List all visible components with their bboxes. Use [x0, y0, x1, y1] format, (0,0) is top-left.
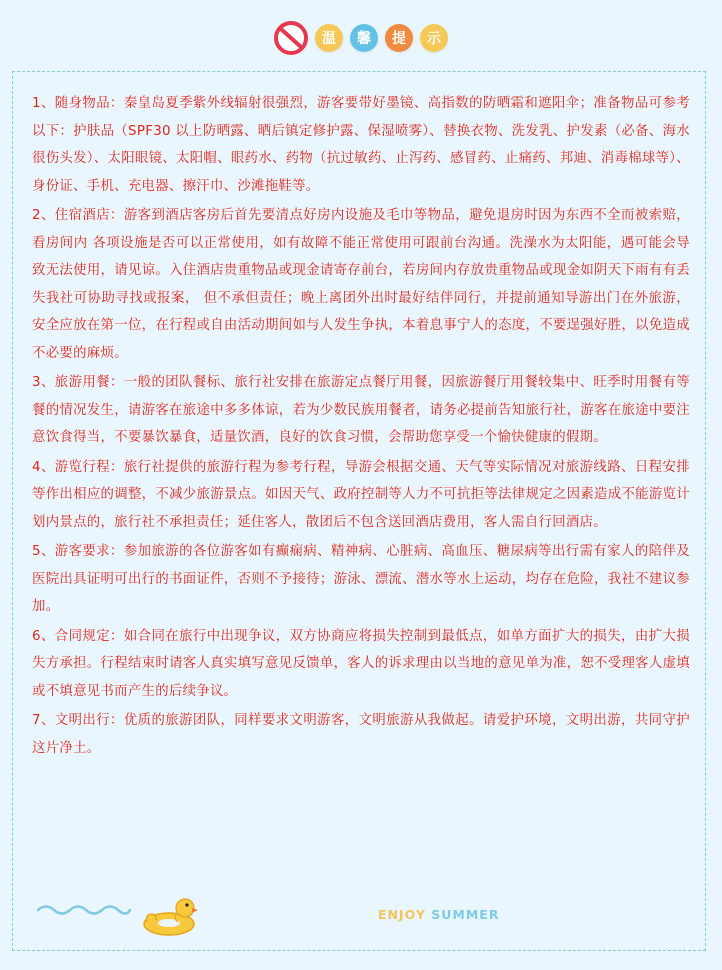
notice-content: [32, 90, 690, 764]
section-itinerary: 4、游览行程：旅行社提供的旅游行程为参考行程，导游会根据交通、天气等实际情况对旅游线路、日程安排等作出相应的调整，不减少旅游景点。如因天气、政府控制等人力不可抗拒等法律规定之因素造成不能游览计划内景点的，旅行社不承担责任；延住客人，散团后不包含送回酒店费用，客人需自行回酒店。: [32, 459, 690, 530]
section-hotel: 2、住宿酒店：游客到酒店客房后首先要清点好房内设施及毛巾等物品，避免退房时因为东西不全而被索赔，看房间内 各项设施是否可以正常使用，如有故障不能正常使用可跟前台沟通。洗澡水为太阳能，遇可能会导致无法使用，请见谅。入住酒店贵重物品或现金请寄存前台，若房间内存放贵重物品或现金如阴天下雨有有丢失我社可协助寻找或报案， 但不承但责任；晚上离团外出时最好结伴同行，并提前通知导游出门在外旅游，安全应放在第一位，在行程或自由活动期间如与人发生争执，本着息事宁人的态度，不要逞强好胜，以免造成不必要的麻烦。: [32, 208, 690, 361]
section-requirements: 5、游客要求：参加旅游的各位游客如有癫痫病、精神病、心脏病、高血压、糖尿病等出行需有家人的陪伴及医院出具证明可出行的书面证件，否则不予接待；游泳、漂流、潜水等水上运动，均存在危险，我社不建议参加。: [32, 544, 690, 614]
section-meals: 3、旅游用餐：一般的团队餐标、旅行社安排在旅游定点餐厅用餐，因旅游餐厅用餐较集中、旺季时用餐有等餐的情况发生，请游客在旅途中多多体谅，若为少数民族用餐者，请务必提前告知旅行社，游客在旅途中要注意饮食得当，不要暴饮暴食，适量饮酒，良好的饮食习惯，会帮助您享受一个愉快健康的假期。: [32, 375, 690, 445]
enjoy-word: ENJOY: [378, 907, 426, 922]
header-char: 温: [315, 24, 343, 52]
enjoy-summer-text: [378, 907, 499, 922]
duck-float-icon: [142, 892, 198, 938]
header-char: 提: [385, 24, 413, 52]
header-title: [0, 20, 722, 56]
header-char: 馨: [350, 24, 378, 52]
section-items: 1、随身物品：秦皇岛夏季紫外线辐射很强烈，游客要带好墨镜、高指数的防晒霜和遮阳伞；准备物品可参考以下：护肤品（SPF30 以上防晒露、晒后镇定修护露、保湿喷雾）、替换衣物、洗发乳、护发素（必备、海水很伤头发）、太阳眼镜、太阳帽、眼药水、药物（抗过敏药、止泻药、感冒药、止痛药、邦迪、消毒棉球等）、身份证、手机、充电器、擦汗巾、沙滩拖鞋等。: [32, 96, 690, 194]
wave-icon: [36, 901, 132, 919]
header-char: 示: [420, 24, 448, 52]
section-civility: 7、文明出行：优质的旅游团队，同样要求文明游客，文明旅游从我做起。请爱护环境，文明出游，共同守护这片净土。: [32, 713, 690, 756]
summer-word: SUMMER: [431, 907, 500, 922]
section-contract: 6、合同规定：如合同在旅行中出现争议，双方协商应将损失控制到最低点，如单方面扩大的损失，由扩大损失方承担。行程结束时请客人真实填写意见反馈单，客人的诉求理由以当地的意见单为准，恕不受理客人虚填或不填意见书而产生的后续争议。: [32, 628, 690, 699]
prohibition-icon: [274, 21, 308, 55]
